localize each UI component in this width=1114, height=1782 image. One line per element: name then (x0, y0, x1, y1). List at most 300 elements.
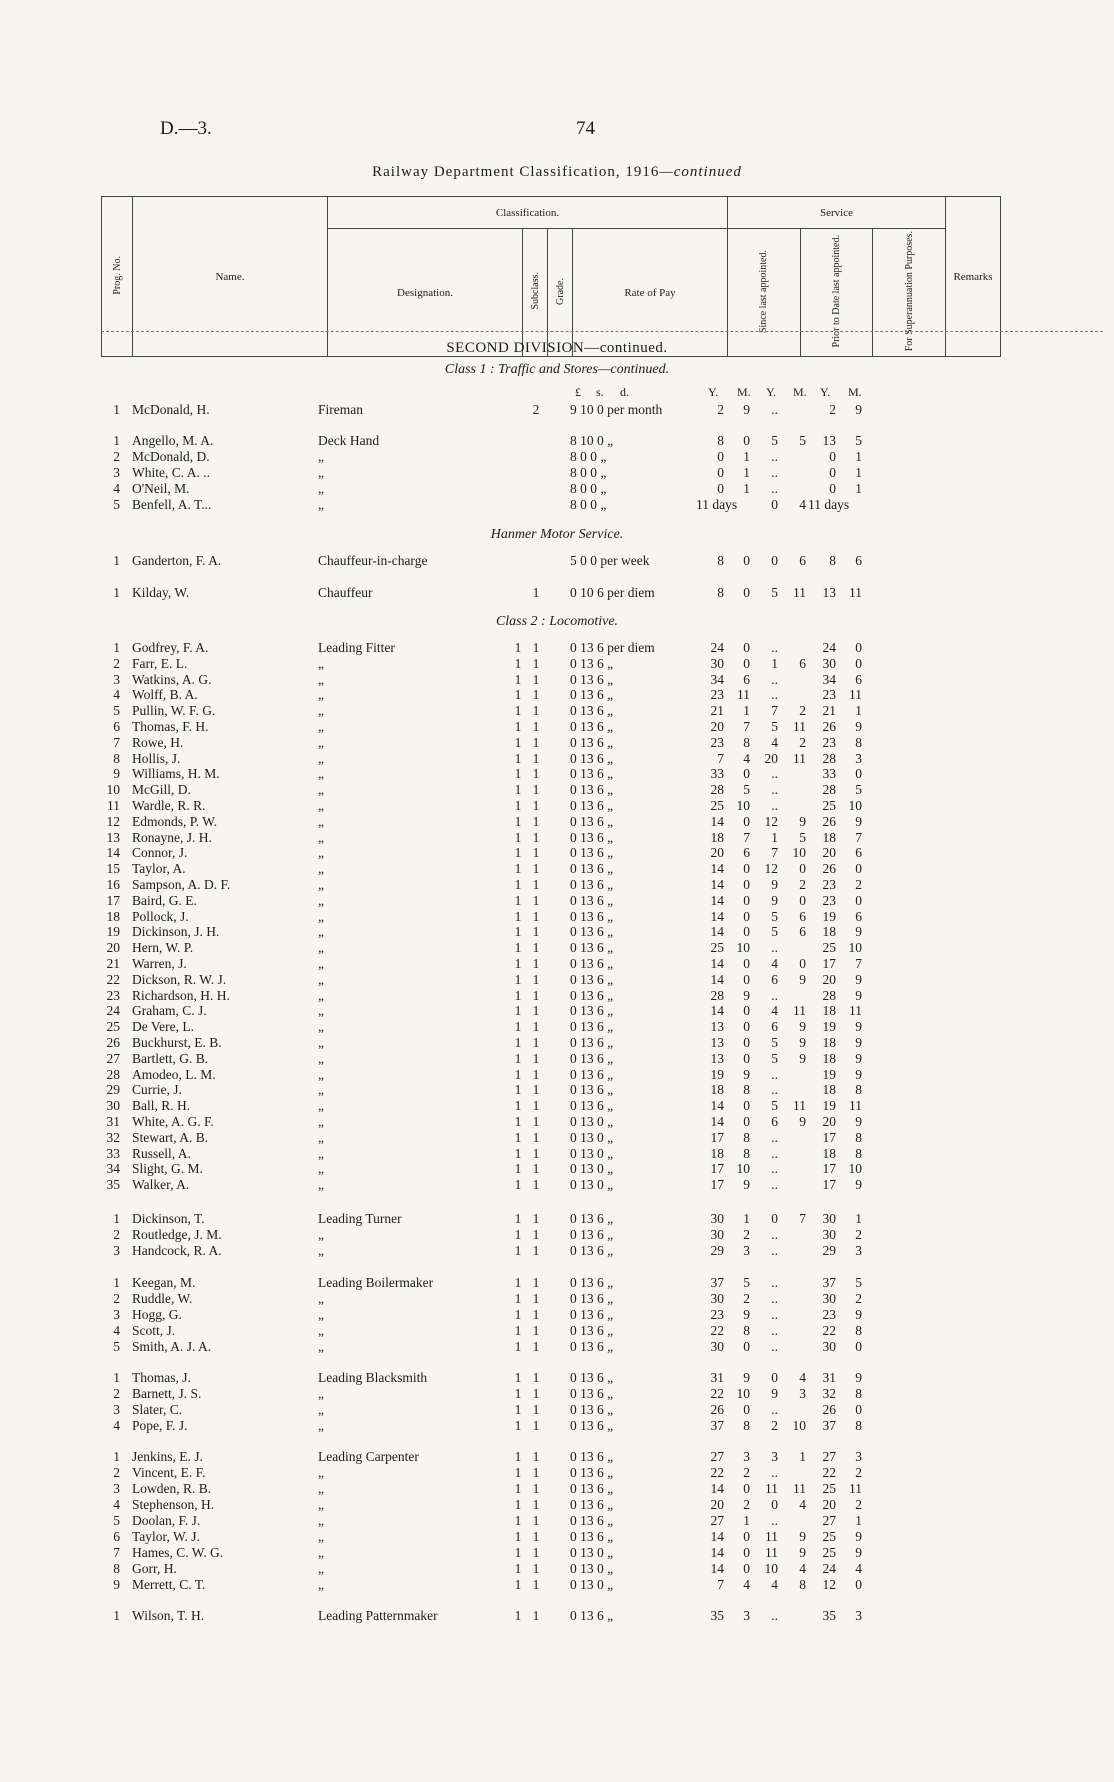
unit-years-3: Y. (820, 385, 831, 399)
cell-desig: Leading Patternmaker (318, 1608, 438, 1623)
cell-sy: 30 (710, 1227, 724, 1242)
cell-name: Pope, F. J. (132, 1418, 188, 1433)
cell-sm: 2 (743, 1291, 750, 1306)
cell-fy: 37 (822, 1275, 836, 1290)
cell-no: 24 (106, 1003, 120, 1019)
cell-name: McDonald, D. (132, 449, 210, 464)
unit-years-2: Y. (766, 385, 777, 399)
cell-sm: 0 (743, 1019, 750, 1035)
cell-desig: „ (318, 1529, 324, 1544)
cell-desig: Chauffeur (318, 585, 373, 600)
cell-desig: „ (318, 719, 324, 734)
cell-fm: 0 (855, 766, 862, 782)
cell-pm: 5 (799, 433, 806, 448)
cell-desig: „ (318, 1513, 324, 1528)
table-row (0, 481, 1114, 496)
cell-rate: 0 13 6 „ (570, 671, 614, 687)
cell-grade: 1 (532, 861, 540, 877)
unit-years-1: Y. (708, 385, 719, 399)
cell-sy: 14 (710, 908, 724, 924)
cell-fm: 1 (855, 481, 862, 496)
cell-fy: 19 (822, 1066, 836, 1082)
table-row (0, 1323, 1114, 1338)
cell-fy: 19 (822, 908, 836, 924)
cell-sub: 1 (514, 734, 522, 750)
cell-rate: 0 13 6 „ (570, 1066, 614, 1082)
cell-rate: 0 13 6 „ (570, 1211, 614, 1226)
cell-no: 1 (113, 433, 120, 448)
cell-grade: 2 (532, 402, 540, 417)
cell-sm: 9 (743, 987, 750, 1003)
cell-desig: „ (318, 481, 324, 496)
cell-no: 4 (113, 1497, 120, 1512)
cell-py: 7 (771, 703, 778, 719)
cell-rate: 0 13 6 „ (570, 956, 614, 971)
cell-fy: 18 (822, 1035, 836, 1050)
cell-grade: 1 (532, 585, 540, 600)
cell-name: Barnett, J. S. (132, 1386, 202, 1401)
cell-sm: 2 (743, 1497, 750, 1512)
cell-sy: 7 (717, 1577, 724, 1592)
cell-fm: 3 (855, 750, 862, 766)
cell-desig: Deck Hand (318, 433, 380, 448)
cell-rate: 5 0 0 per week (570, 553, 650, 568)
cell-desig: „ (318, 1561, 324, 1576)
cell-sy: 14 (710, 1561, 724, 1576)
cell-grade: 1 (532, 1323, 540, 1338)
cell-grade: 1 (532, 1129, 540, 1145)
cell-desig: „ (318, 734, 324, 750)
cell-fm: 9 (855, 813, 862, 829)
cell-desig: „ (318, 1098, 324, 1114)
cell-sub: 1 (514, 1019, 522, 1035)
cell-rate: 8 10 0 „ (570, 433, 614, 448)
cell-rate: 0 13 0 „ (570, 1161, 614, 1177)
cell-fm: 8 (855, 1129, 862, 1145)
table-row (0, 972, 1114, 987)
cell-sy: 21 (710, 703, 724, 719)
cell-sm: 7 (743, 829, 750, 845)
cell-sy: 24 (710, 640, 724, 655)
cell-desig: „ (318, 1323, 324, 1338)
cell-name: Connor, J. (132, 845, 188, 861)
cell-py: .. (771, 1608, 778, 1623)
cell-sm: 1 (743, 481, 750, 496)
cell-fy: 13 (822, 585, 836, 600)
table-row (0, 1227, 1114, 1242)
cell-sm: 0 (743, 861, 750, 877)
cell-sy: 0 (717, 465, 724, 480)
class-title-locomotive: Class 2 : Locomotive. (495, 614, 619, 629)
cell-grade: 1 (532, 1307, 540, 1322)
cell-rate: 0 13 6 „ (570, 719, 614, 734)
cell-py: .. (771, 766, 778, 782)
cell-name: Stewart, A. B. (132, 1129, 209, 1145)
cell-sy: 17 (710, 1161, 724, 1177)
cell-sub: 1 (514, 1050, 522, 1066)
title-main: Railway Department Classification, 1916 (372, 164, 660, 180)
cell-fm: 6 (855, 908, 862, 924)
table-row (0, 687, 1114, 702)
cell-sub: 1 (514, 1003, 522, 1019)
cell-name: Graham, C. J. (132, 1003, 207, 1019)
cell-name: Scott, J. (132, 1323, 176, 1338)
cell-no: 5 (113, 1339, 120, 1354)
table-row (0, 940, 1114, 955)
cell-desig: „ (318, 829, 324, 845)
cell-name: O'Neil, M. (132, 481, 190, 496)
cell-no: 8 (113, 1561, 120, 1576)
cell-py: .. (771, 671, 778, 687)
cell-fy: 32 (822, 1386, 836, 1401)
cell-name: Hames, C. W. G. (132, 1545, 224, 1560)
cell-sy: 28 (710, 782, 724, 798)
cell-fm: 9 (855, 402, 862, 417)
cell-sub: 1 (514, 1386, 522, 1401)
cell-fy: 26 (822, 1402, 836, 1417)
cell-fm: 1 (855, 449, 862, 464)
table-row (0, 1275, 1114, 1290)
cell-fy: 30 (822, 1211, 836, 1226)
cell-fy: 23 (822, 892, 836, 908)
cell-fy: 20 (822, 1114, 836, 1129)
cell-sub: 1 (514, 813, 522, 829)
cell-py: .. (771, 987, 778, 1003)
cell-py: .. (771, 1275, 778, 1290)
cell-no: 26 (106, 1035, 120, 1050)
cell-rate: 0 13 6 „ (570, 1370, 614, 1385)
page-title (0, 164, 1114, 181)
cell-py: .. (771, 481, 778, 496)
cell-py: 6 (771, 971, 778, 987)
cell-sub: 1 (514, 1497, 522, 1512)
cell-name: Kilday, W. (132, 585, 190, 600)
cell-name: Handcock, R. A. (132, 1243, 222, 1258)
table-row (0, 465, 1114, 480)
header-superannuation: For Superannuation Purposes. (873, 229, 946, 357)
cell-name: Keegan, M. (132, 1275, 196, 1290)
cell-sy: 37 (710, 1418, 724, 1433)
cell-desig: Leading Carpenter (318, 1449, 419, 1464)
cell-grade: 1 (532, 1082, 540, 1098)
cell-fm: 11 (849, 1481, 862, 1496)
cell-name: White, A. G. F. (132, 1114, 214, 1129)
cell-sub: 1 (514, 892, 522, 908)
cell-name: Slight, G. M. (132, 1161, 203, 1177)
cell-pm: 11 (793, 750, 806, 766)
cell-py: 5 (771, 1035, 778, 1050)
cell-fm: 3 (855, 1608, 862, 1623)
cell-py: 3 (771, 1449, 778, 1464)
cell-grade: 1 (532, 1481, 540, 1496)
cell-sm: 10 (736, 1386, 750, 1401)
header-rate-of-pay: Rate of Pay (573, 229, 728, 357)
cell-sy: 18 (710, 829, 724, 845)
table-row (0, 893, 1114, 908)
cell-fm: 9 (855, 1529, 862, 1544)
cell-fy: 26 (822, 861, 836, 877)
table-row (0, 1513, 1114, 1528)
cell-fm: 0 (855, 861, 862, 877)
cell-name: Wardle, R. R. (132, 798, 206, 813)
cell-sub: 1 (514, 845, 522, 861)
cell-fy: 20 (822, 971, 836, 987)
cell-rate: 0 13 6 „ (570, 782, 614, 798)
cell-grade: 1 (532, 1291, 540, 1306)
cell-fm: 0 (855, 1577, 862, 1592)
cell-rate: 0 13 6 „ (570, 861, 614, 877)
cell-rate: 0 13 6 „ (570, 1418, 614, 1433)
cell-fm: 0 (855, 892, 862, 908)
table-row (0, 497, 1114, 512)
unit-pence: d. (620, 385, 629, 399)
cell-no: 29 (106, 1082, 120, 1098)
cell-sub: 1 (514, 956, 522, 971)
cell-no: 25 (106, 1019, 120, 1035)
cell-desig: Leading Fitter (318, 640, 395, 655)
cell-sub: 1 (514, 877, 522, 892)
cell-sm: 0 (743, 655, 750, 671)
cell-name: Thomas, F. H. (132, 719, 209, 734)
cell-desig: „ (318, 1082, 324, 1098)
cell-name: Farr, E. L. (132, 655, 188, 671)
cell-sy: 23 (710, 1307, 724, 1322)
cell-rate: 0 13 6 „ (570, 845, 614, 861)
header-prog-no: Prog. No. (102, 197, 133, 357)
cell-grade: 1 (532, 1275, 540, 1290)
cell-grade: 1 (532, 1577, 540, 1592)
cell-rate: 0 13 6 „ (570, 1323, 614, 1338)
cell-sub: 1 (514, 1211, 522, 1226)
table-row (0, 433, 1114, 448)
cell-grade: 1 (532, 687, 540, 703)
cell-py: .. (771, 402, 778, 417)
cell-name: Edmonds, P. W. (132, 813, 218, 829)
cell-rate: 0 13 6 „ (570, 750, 614, 766)
cell-no: 4 (113, 1418, 120, 1433)
table-row (0, 766, 1114, 781)
cell-desig: „ (318, 1114, 324, 1129)
cell-name: Godfrey, F. A. (132, 640, 209, 655)
cell-py: 5 (771, 1098, 778, 1114)
cell-sub: 1 (514, 829, 522, 845)
cell-desig: „ (318, 1050, 324, 1066)
cell-fy: 28 (822, 987, 836, 1003)
cell-name: Ganderton, F. A. (132, 553, 222, 568)
cell-sy: 31 (710, 1370, 724, 1385)
cell-desig: „ (318, 1227, 324, 1242)
cell-py: .. (771, 1227, 778, 1242)
cell-rate: 0 13 6 „ (570, 829, 614, 845)
cell-sm: 3 (743, 1243, 750, 1258)
table-row (0, 585, 1114, 600)
cell-grade: 1 (532, 734, 540, 750)
cell-fy: 35 (822, 1608, 836, 1623)
cell-fm: 1 (855, 465, 862, 480)
cell-fm: 10 (848, 798, 862, 813)
cell-sub: 1 (514, 766, 522, 782)
table-row (0, 1386, 1114, 1401)
cell-sub: 1 (514, 924, 522, 940)
cell-rate: 0 13 6 „ (570, 813, 614, 829)
cell-rate: 0 13 6 „ (570, 1386, 614, 1401)
cell-pm: 4 (799, 497, 806, 512)
cell-desig: „ (318, 1291, 324, 1306)
cell-sm: 9 (743, 1177, 750, 1193)
cell-sub: 1 (514, 1227, 522, 1242)
cell-desig: „ (318, 1129, 324, 1145)
cell-fm: 7 (855, 829, 862, 845)
cell-sy: 14 (710, 924, 724, 940)
cell-grade: 1 (532, 892, 540, 908)
cell-pm: 4 (799, 1497, 806, 1512)
cell-fy: 0 (829, 465, 836, 480)
cell-sub: 1 (514, 640, 522, 655)
cell-desig: „ (318, 924, 324, 940)
table-row (0, 672, 1114, 687)
cell-py: 0 (771, 497, 778, 512)
cell-pm: 11 (793, 1098, 806, 1114)
cell-name: Warren, J. (132, 956, 187, 971)
table-row (0, 1418, 1114, 1433)
cell-name: White, C. A. .. (132, 465, 210, 480)
document-reference: D.—3. (160, 118, 212, 139)
cell-name: Watkins, A. G. (132, 671, 212, 687)
cell-sub: 1 (514, 1577, 522, 1592)
cell-sub: 1 (514, 1082, 522, 1098)
cell-sy: 30 (710, 655, 724, 671)
cell-grade: 1 (532, 908, 540, 924)
cell-rate: 0 13 6 „ (570, 1050, 614, 1066)
cell-py: 10 (764, 1561, 778, 1576)
cell-sm: 9 (743, 402, 750, 417)
cell-fy: 27 (822, 1449, 836, 1464)
cell-sub: 1 (514, 1161, 522, 1177)
cell-sm: 0 (743, 1545, 750, 1560)
cell-grade: 1 (532, 877, 540, 892)
cell-desig: „ (318, 1545, 324, 1560)
cell-grade: 1 (532, 1211, 540, 1226)
table-row (0, 1291, 1114, 1306)
cell-name: Vincent, E. F. (132, 1465, 206, 1480)
cell-grade: 1 (532, 956, 540, 971)
cell-fy: 12 (822, 1577, 836, 1592)
cell-sy: 14 (710, 1114, 724, 1129)
header-rule (101, 331, 1103, 332)
cell-fm: 11 (849, 585, 862, 600)
cell-pm: 9 (799, 813, 806, 829)
cell-sm: 4 (743, 750, 750, 766)
table-row (0, 1481, 1114, 1496)
cell-py: 4 (771, 1003, 778, 1019)
header-service: Service (728, 197, 946, 229)
cell-fm: 8 (855, 1323, 862, 1338)
cell-sy: 0 (717, 449, 724, 464)
cell-desig: „ (318, 798, 324, 813)
cell-fy: 23 (822, 1307, 836, 1322)
cell-fy: 30 (822, 1339, 836, 1354)
cell-no: 18 (106, 908, 120, 924)
cell-name: Hollis, J. (132, 750, 181, 766)
cell-name: Wolff, B. A. (132, 687, 198, 703)
cell-name: Dickinson, T. (132, 1211, 205, 1226)
cell-sy: 23 (710, 687, 724, 703)
cell-no: 32 (106, 1129, 120, 1145)
cell-rate: 0 13 6 „ (570, 908, 614, 924)
cell-fy: 29 (822, 1243, 836, 1258)
cell-py: 9 (771, 877, 778, 892)
cell-sm: 0 (743, 640, 750, 655)
cell-sy: 8 (717, 585, 724, 600)
cell-sy: 27 (710, 1513, 724, 1528)
cell-sm: 10 (736, 798, 750, 813)
cell-py: 12 (764, 861, 778, 877)
cell-no: 4 (113, 1323, 120, 1338)
table-row (0, 1243, 1114, 1258)
cell-grade: 1 (532, 1019, 540, 1035)
cell-desig: „ (318, 1577, 324, 1592)
table-row (0, 1608, 1114, 1623)
cell-py: .. (771, 1082, 778, 1098)
cell-sm: 2 (743, 1227, 750, 1242)
cell-fy: 0 (829, 481, 836, 496)
cell-sy: 18 (710, 1145, 724, 1161)
cell-rate: 0 13 6 „ (570, 1227, 614, 1242)
cell-fy: 30 (822, 1291, 836, 1306)
class-title-hanmer: Hanmer Motor Service. (490, 527, 624, 542)
cell-sm: 3 (743, 1608, 750, 1623)
cell-sub: 1 (514, 655, 522, 671)
cell-py: .. (771, 1129, 778, 1145)
cell-grade: 1 (532, 1386, 540, 1401)
cell-py: 9 (771, 1386, 778, 1401)
cell-fy: 22 (822, 1323, 836, 1338)
cell-grade: 1 (532, 1529, 540, 1544)
cell-rate: 0 13 6 „ (570, 987, 614, 1003)
cell-grade: 1 (532, 1497, 540, 1512)
cell-py: .. (771, 640, 778, 655)
cell-fm: 5 (855, 782, 862, 798)
header-prior-to-date: Prior to Date last appointed. (800, 229, 873, 357)
cell-sm: 9 (743, 1370, 750, 1385)
cell-py: .. (771, 798, 778, 813)
cell-sub: 1 (514, 1608, 522, 1623)
table-row (0, 735, 1114, 750)
cell-rate: 0 13 6 „ (570, 1497, 614, 1512)
cell-no: 1 (113, 1211, 120, 1226)
cell-pm: 2 (799, 703, 806, 719)
cell-name: Williams, H. M. (132, 766, 220, 782)
cell-no: 2 (113, 449, 120, 464)
cell-fm: 8 (855, 734, 862, 750)
cell-fm: 2 (855, 1497, 862, 1512)
cell-rate: 8 0 0 „ (570, 465, 607, 480)
cell-name: Walker, A. (132, 1177, 190, 1193)
cell-sy: 28 (710, 987, 724, 1003)
table-row (0, 798, 1114, 813)
cell-rate: 0 13 6 „ (570, 1449, 614, 1464)
cell-pm: 9 (799, 1035, 806, 1050)
header-remarks: Remarks (946, 197, 1001, 357)
cell-name: Merrett, C. T. (132, 1577, 206, 1592)
cell-no: 10 (106, 782, 120, 798)
page-number: 74 (576, 118, 595, 139)
cell-sm: 0 (743, 1035, 750, 1050)
table-row (0, 1177, 1114, 1192)
cell-no: 30 (106, 1098, 120, 1114)
cell-sub: 1 (514, 798, 522, 813)
cell-fy: 21 (822, 703, 836, 719)
